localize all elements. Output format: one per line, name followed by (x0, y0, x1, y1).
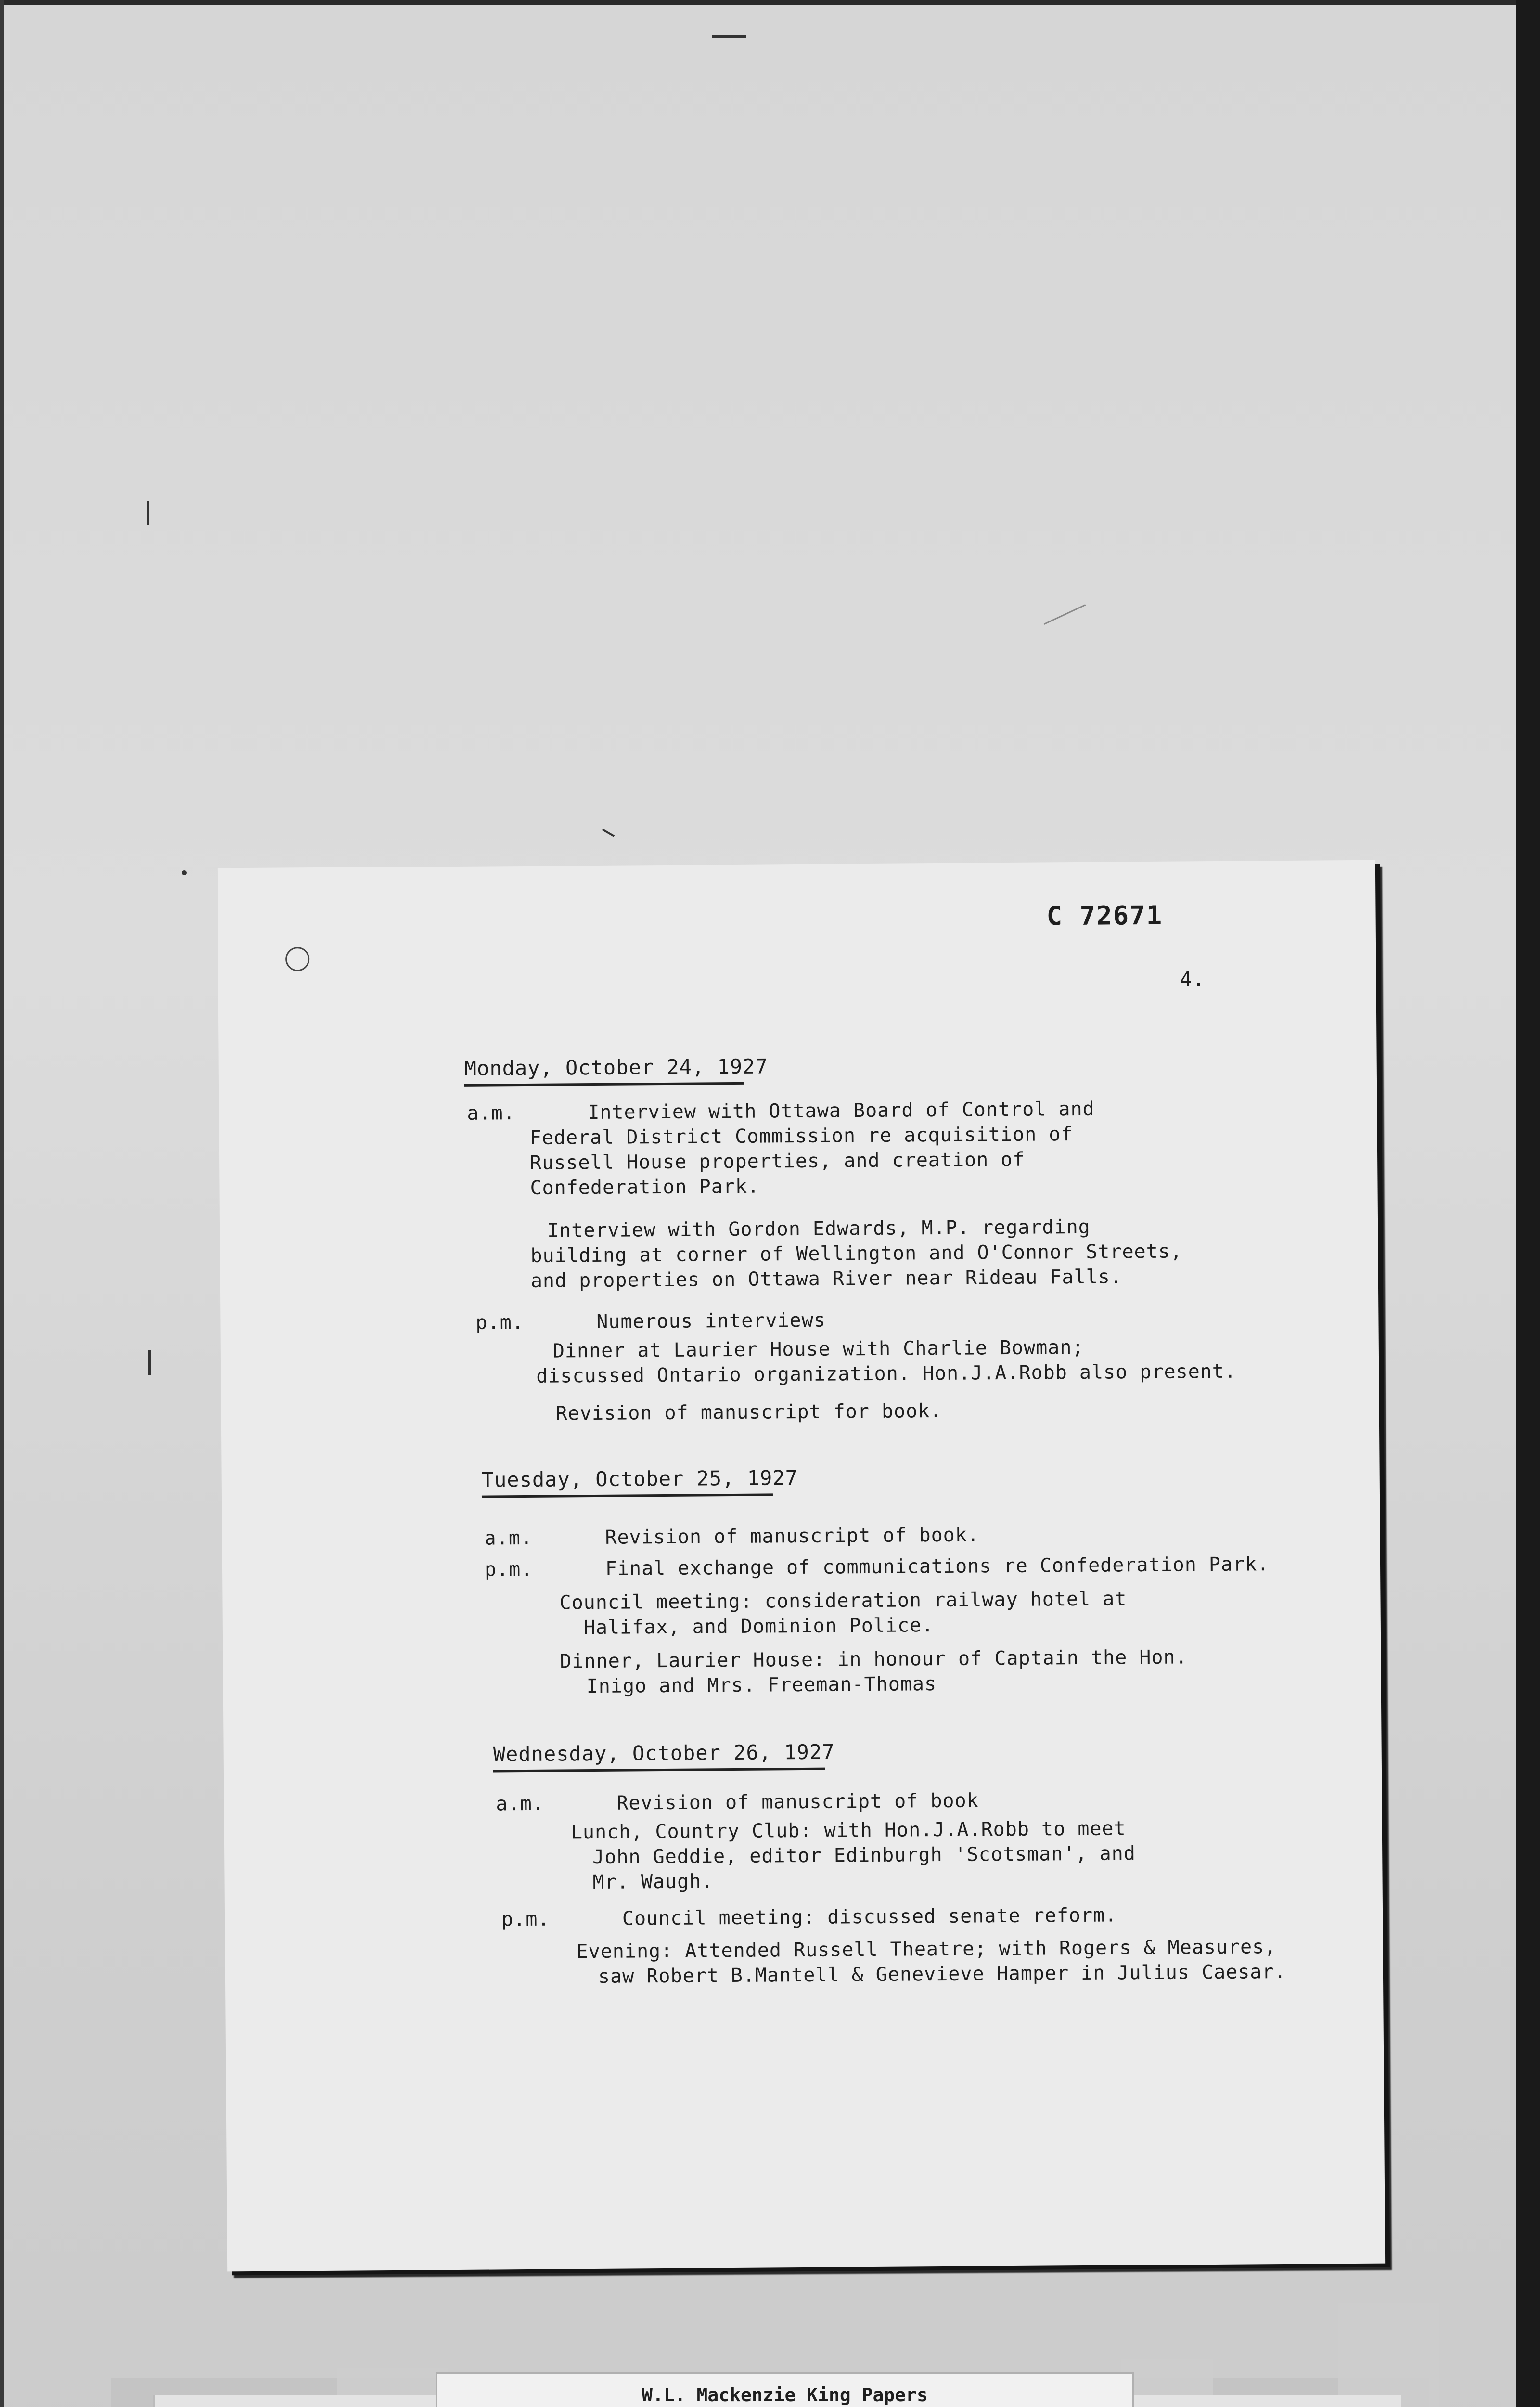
memo-line: Lunch, Country Club: with Hon.J.A.Robb to meet (570, 1817, 1126, 1844)
collection-title: W.L. Mackenzie King Papers (642, 2384, 928, 2406)
page-number: 4. (1180, 967, 1206, 991)
day-heading: Wednesday, October 26, 1927 (493, 1740, 835, 1766)
memo-line: Halifax, and Dominion Police. (583, 1614, 934, 1639)
punch-hole (285, 947, 309, 971)
memo-line: a.m. Revision of manuscript of book (496, 1789, 979, 1815)
film-scratch (712, 35, 746, 38)
memo-line: Dinner, Laurier House: in honour of Captain the Hon. (560, 1646, 1188, 1673)
memo-line: p.m. Numerous interviews (475, 1309, 826, 1334)
film-speck (182, 870, 187, 875)
heading-underline (482, 1493, 773, 1498)
memo-line: building at corner of Wellington and O'Connor Streets, (530, 1240, 1183, 1267)
document-number: C 72671 (1046, 900, 1163, 932)
memo-line: Dinner at Laurier House with Charlie Bowman; (552, 1336, 1084, 1362)
memo-line: and properties on Ottawa River near Rideau Falls. (530, 1266, 1123, 1292)
memo-page (218, 860, 1385, 2272)
memo-line: Interview with Gordon Edwards, M.P. regarding (547, 1216, 1091, 1242)
memo-line: Revision of manuscript for book. (555, 1399, 942, 1425)
day-heading: Tuesday, October 25, 1927 (481, 1466, 798, 1492)
mounting-tape (1338, 2303, 1439, 2407)
film-edge-top (0, 0, 1540, 5)
heading-underline (464, 1082, 744, 1087)
memo-line: a.m. Interview with Ottawa Board of Control and (467, 1098, 1095, 1125)
day-heading: Monday, October 24, 1927 (464, 1054, 768, 1080)
memo-line: Council meeting: consideration railway hotel at (559, 1588, 1127, 1614)
memo-line: saw Robert B.Mantell & Genevieve Hamper in Julius Caesar. (598, 1960, 1286, 1988)
heading-underline (493, 1768, 825, 1773)
memo-line: Russell House properties, and creation of (529, 1148, 1025, 1174)
memo-line: Mr. Waugh. (592, 1870, 714, 1894)
memo-line: discussed Ontario organization. Hon.J.A.Robb also present. (536, 1360, 1237, 1387)
memo-line: Confederation Park. (530, 1175, 760, 1199)
memo-line: Evening: Attended Russell Theatre; with Rogers & Measures, (576, 1936, 1277, 1963)
film-scratch (147, 501, 149, 525)
film-edge-left (0, 0, 4, 2407)
film-scratch (148, 1350, 151, 1375)
memo-line: p.m. Final exchange of communications re Confederation Park. (484, 1553, 1270, 1581)
memo-line: Inigo and Mrs. Freeman-Thomas (586, 1673, 937, 1698)
memo-line: Federal District Commission re acquisition of (529, 1123, 1073, 1149)
memo-line: John Geddie, editor Edinburgh 'Scotsman', and (592, 1842, 1136, 1869)
collection-label (436, 2372, 1134, 2407)
memo-line: a.m. Revision of manuscript of book. (484, 1524, 980, 1550)
film-edge-right (1516, 0, 1540, 2407)
memo-line: p.m. Council meeting: discussed senate reform. (501, 1904, 1117, 1931)
